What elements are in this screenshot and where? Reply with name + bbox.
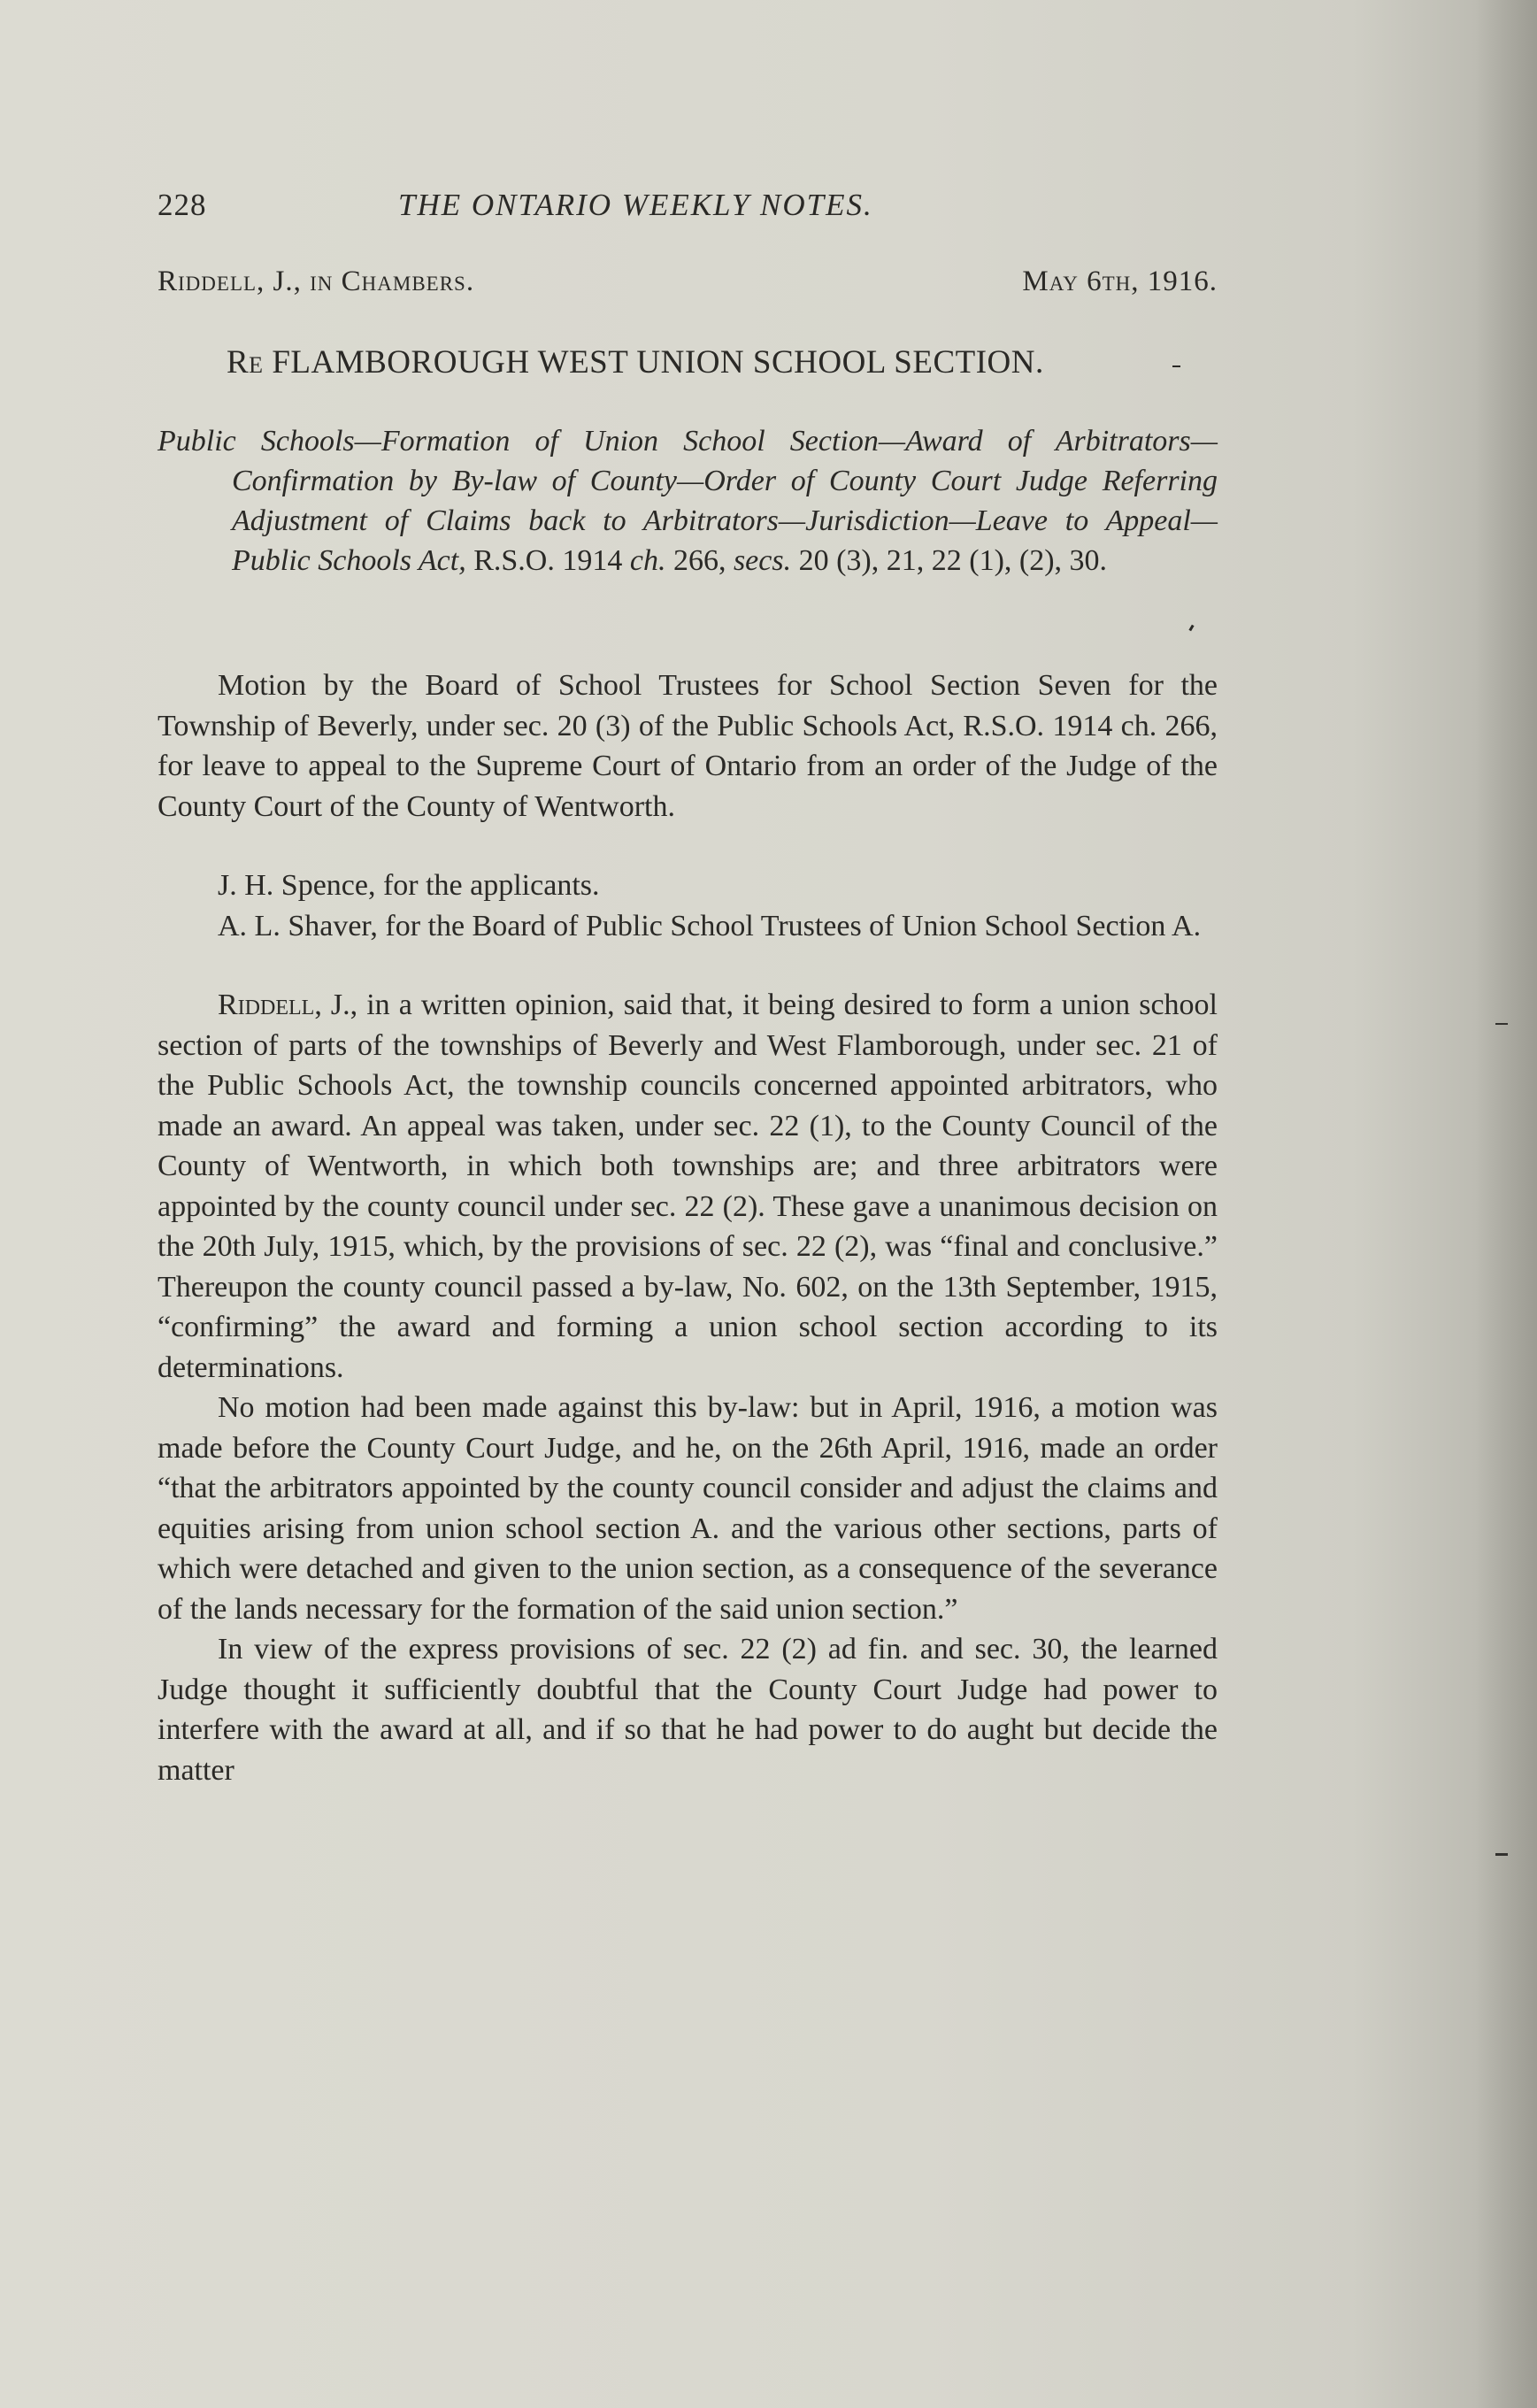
body-text	[158, 665, 1218, 1790]
page-number: 228	[158, 188, 207, 222]
counsel-respondents: A. L. Shaver, for the Board of Public School Trustees of Union School Section A.	[218, 909, 1202, 942]
running-head	[158, 188, 1219, 232]
case-line	[158, 265, 1218, 310]
headnote-secs-label: secs.	[733, 544, 792, 577]
headnote-ch-label: ch.	[629, 544, 666, 577]
margin-mark	[1495, 1853, 1508, 1856]
opinion-paragraph-1-text: , in a written opinion, said that, it being desired to form a union school section of parts of the townships of Beverly and West Flamborough, under sec. 21 of the Public Schools Act, the township councils concerned appointed arbitrators, who made an award. An appeal was taken, under sec. 22 (1), to the County Council of the County of Wentworth, in which both townships are; and three arbitrators were appointed by the county council under sec. 22 (2). These gave a unanimous decision on the 20th July, 1915, which, by the provisions of sec. 22 (2), was “final and conclusive.” Thereupon the county council passed a by-law, No. 602, on the 13th September, 1915, “confirming” the award and forming a union school section according to its determinations.	[158, 989, 1218, 1384]
case-title-prefix: Re	[227, 344, 264, 381]
opinion-paragraph-2: No motion had been made against this by-law: but in April, 1916, a motion was made before the County Court Judge, and he, on the 26th April, 1916, made an order “that the arbitrators appointed by the county council consider and adjust the claims and equities arising from union school section A. and the various other sections, parts of which were detached and given to the union section, as a consequence of the severance of the lands necessary for the formation of the said union section.”	[158, 1391, 1218, 1626]
margin-mark	[1172, 365, 1180, 367]
counsel-applicants: J. H. Spence, for the applicants.	[218, 869, 600, 902]
headnote-ch-num: 266,	[665, 544, 734, 577]
journal-title: THE ONTARIO WEEKLY NOTES.	[398, 188, 873, 222]
headnote-secs-num: 20 (3), 21, 22 (1), (2), 30.	[791, 544, 1108, 577]
decision-date: May 6th, 1916.	[1022, 265, 1218, 297]
opinion-paragraph-3: In view of the express provisions of sec. 22 (2) ad fin. and sec. 30, the learned Judge thought it sufficiently doubtful that the County Court Judge had power to interfere with the award at all, and if so that he had power to do aught but decide the matter	[158, 1633, 1218, 1787]
judge-chambers: Riddell, J., in Chambers.	[158, 265, 475, 297]
case-title-text: FLAMBOROUGH WEST UNION SCHOOL SECTION.	[263, 344, 1044, 381]
motion-paragraph: Motion by the Board of School Trustees for School Section Seven for the Township of Beverly, under sec. 20 (3) of the Public Schools Act, R.S.O. 1914 ch. 266, for leave to appeal to the Supreme Court of Ontario from an order of the Judge of the County Court of the County of Wentworth.	[158, 669, 1218, 823]
case-title	[227, 343, 1044, 381]
opinion-paragraph-1	[158, 985, 1218, 1388]
margin-mark	[1188, 625, 1194, 632]
margin-mark	[1495, 1023, 1508, 1025]
counsel-list	[158, 865, 1218, 946]
headnote-text: Public Schools—Formation of Union School Section—Award of Arbitrators—Confirmation by By-law of County—Order of County Court Judge Referring Adjustment of Claims back to Arbitrators—Jurisdiction—Leave to Appeal—Public Schools Act,	[158, 425, 1218, 577]
opinion-speaker: Riddell, J.	[218, 989, 350, 1021]
headnote-statute: R.S.O. 1914	[465, 544, 630, 577]
headnote	[158, 421, 1218, 581]
